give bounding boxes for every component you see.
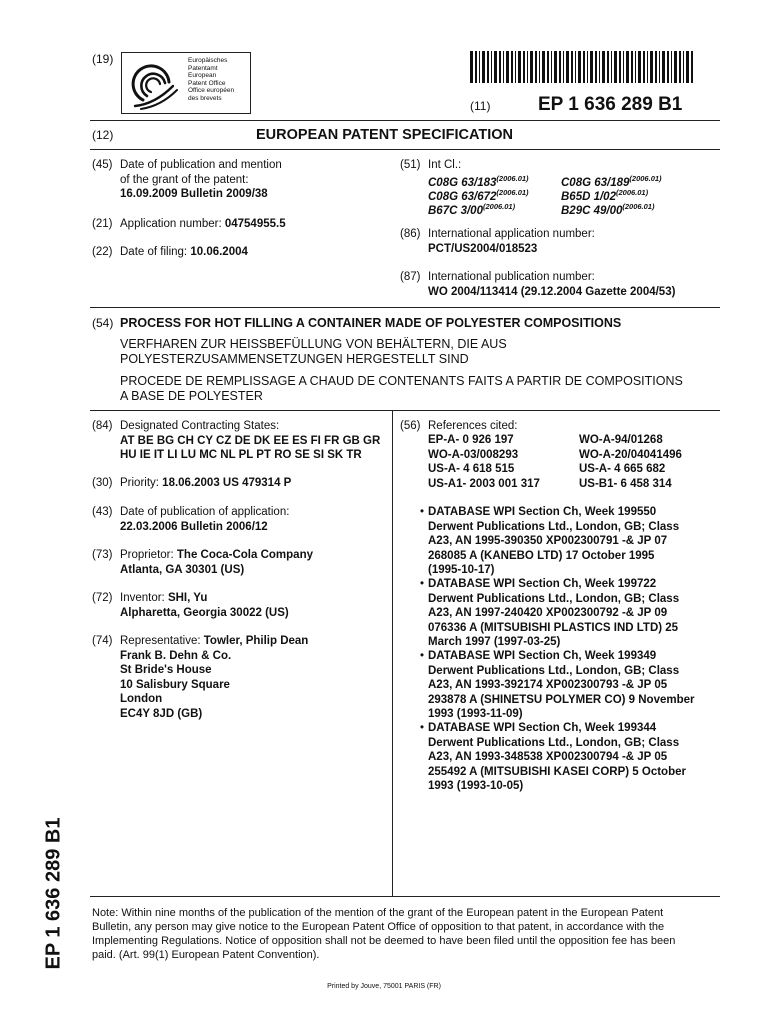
filing-date-row [120, 245, 248, 260]
office-name-en-1: European [188, 72, 217, 80]
barcode-bar [470, 51, 473, 83]
references-right-column [579, 433, 682, 491]
application-publication-block [120, 505, 289, 534]
code-30: (30) [92, 477, 113, 489]
barcode-bar [547, 51, 549, 83]
filing-value: 10.06.2004 [190, 246, 248, 258]
intl-publication-label: International publication number: [428, 271, 595, 283]
office-name-fr-2: des brevets [188, 94, 222, 102]
barcode-bar [686, 51, 689, 83]
office-name-de-2: Patentamt [188, 64, 218, 72]
publication-value: 16.09.2009 Bulletin 2009/38 [120, 188, 268, 200]
barcode-bar [535, 51, 537, 83]
barcode-bar [647, 51, 648, 83]
title-section-divider [90, 410, 720, 411]
epo-logo-icon [125, 56, 183, 110]
epo-logo-box [121, 52, 251, 114]
reference-line: A23, AN 1995-390350 XP002300791 -& JP 07 [428, 535, 668, 547]
barcode-bar [491, 51, 492, 83]
proprietor-block [120, 548, 313, 577]
reference-line: DATABASE WPI Section Ch, Week 199344 [428, 722, 657, 734]
intl-publication-value: WO 2004/113414 (29.12.2004 Gazette 2004/53) [428, 285, 676, 298]
barcode-bar [590, 51, 593, 83]
barcode-bar [503, 51, 504, 83]
representative-line-6: EC4Y 8JD (GB) [120, 707, 203, 720]
code-74: (74) [92, 635, 113, 647]
opposition-note [92, 906, 732, 962]
reference-line: A23, AN 1993-348538 XP002300794 -& JP 05 [428, 751, 668, 763]
ipc-version: (2006.01) [615, 188, 649, 197]
barcode-bar [571, 51, 573, 83]
reference-item: US-B1- 6 458 314 [579, 477, 672, 490]
barcode-bar [611, 51, 612, 83]
ipc-code-text: B67C 3/00 [428, 204, 483, 217]
ipc-code-text: C08G 63/189 [561, 176, 630, 189]
number-19: (19) [92, 52, 114, 66]
ipc-version: (2006.01) [622, 202, 655, 211]
ipc-code-text: C08G 63/672 [428, 190, 497, 203]
ipc-version: (2006.01) [496, 188, 529, 197]
document-title: EUROPEAN PATENT SPECIFICATION [256, 127, 513, 143]
barcode-bar [623, 51, 624, 83]
barcode-bar [643, 51, 645, 83]
bullet: • [419, 506, 425, 518]
application-label: Application number: [120, 218, 225, 230]
barcode-bar [626, 51, 629, 83]
database-reference-3 [428, 649, 718, 722]
representative-line-5: London [120, 693, 163, 705]
application-value: 04754955.5 [224, 218, 286, 230]
representative-label: Representative: [120, 635, 204, 647]
ipc-code-text: B29C 49/00 [561, 204, 623, 217]
office-name-fr-1: Office européen [188, 87, 235, 95]
barcode-bar [566, 51, 569, 83]
database-reference-2 [428, 577, 718, 650]
title-german-2: POLYESTERZUSAMMENSETZUNGEN HERGESTELLT SIND [120, 352, 469, 366]
title-german-1: VERFHAREN ZUR HEISSBEFÜLLUNG VON BEHÄLTERN, DIE AUS [120, 337, 507, 351]
barcode-bar [475, 51, 477, 83]
publication-label-1: Date of publication and mention [120, 159, 282, 171]
note-line-2: Bulletin, any person may give notice to the European Patent Office of opposition to that patent, in accordance with the [92, 921, 665, 933]
priority-row [120, 476, 291, 491]
note-line-3: Implementing Regulations. Notice of opposition shall not be deemed to have been filed until the opposition fee has been [92, 935, 676, 947]
filing-label: Date of filing: [120, 246, 191, 258]
office-name-en-2: Patent Office [188, 79, 226, 87]
int-cl-label: Int Cl.: [428, 159, 462, 171]
inventor-block [120, 591, 289, 620]
barcode-bar [619, 51, 621, 83]
title-french [120, 374, 683, 404]
bullet: • [419, 722, 425, 734]
inventor-name: SHI, Yu [167, 592, 208, 604]
barcode [470, 51, 694, 83]
designated-states-block [120, 419, 380, 463]
barcode-bar [539, 51, 540, 83]
ipc-code-text: B65D 1/02 [561, 190, 616, 203]
note-line-1: Note: Within nine months of the publication of the mention of the grant of the European patent in the European Patent [92, 907, 664, 919]
reference-line: 1993 (1993-10-05) [428, 780, 524, 792]
barcode-bar [479, 51, 480, 83]
barcode-graphic [470, 51, 694, 83]
barcode-bar [587, 51, 588, 83]
barcode-bar [518, 51, 521, 83]
reference-item: WO-A-03/008293 [428, 448, 519, 461]
reference-item: US-A- 4 618 515 [428, 463, 515, 475]
barcode-bar [638, 51, 641, 83]
reference-line: A23, AN 1993-392174 XP002300793 -& JP 05 [428, 679, 668, 691]
barcode-bar [578, 51, 581, 83]
publication-label-2: of the grant of the patent: [120, 173, 249, 186]
barcode-bar [662, 51, 665, 83]
barcode-bar [659, 51, 660, 83]
barcode-bar [607, 51, 609, 83]
references-label: References cited: [428, 420, 518, 432]
reference-line: Derwent Publications Ltd., London, GB; Class [428, 520, 680, 533]
barcode-bar [674, 51, 677, 83]
ipc-version: (2006.01) [482, 202, 516, 211]
ipc-version: (2006.01) [496, 174, 529, 183]
barcode-bar [530, 51, 533, 83]
barcode-bar [487, 51, 489, 83]
column-divider [392, 410, 393, 896]
number-11: (11) [470, 99, 491, 113]
representative-name: Towler, Philip Dean [203, 635, 309, 647]
barcode-bar [583, 51, 585, 83]
reference-line: 268085 A (KANEBO LTD) 17 October 1995 [428, 549, 655, 562]
reference-line: March 1997 (1997-03-25) [428, 636, 561, 648]
code-22: (22) [92, 246, 113, 258]
application-publication-label: Date of publication of application: [120, 506, 290, 518]
bullet: • [419, 650, 425, 662]
proprietor-address: Atlanta, GA 30301 (US) [120, 563, 245, 576]
code-87: (87) [400, 271, 421, 283]
barcode-bar [655, 51, 657, 83]
barcode-bar [683, 51, 684, 83]
reference-item: WO-A-94/01268 [579, 434, 663, 446]
code-73: (73) [92, 549, 113, 561]
barcode-bar [523, 51, 525, 83]
designated-states-1: AT BE BG CH CY CZ DE DK EE ES FI FR GB GR [120, 434, 381, 447]
reference-item: US-A1- 2003 001 317 [428, 477, 540, 490]
reference-line: DATABASE WPI Section Ch, Week 199722 [428, 578, 657, 590]
code-84: (84) [92, 420, 113, 432]
code-43: (43) [92, 506, 113, 518]
code-21: (21) [92, 218, 113, 230]
ipc-version: (2006.01) [629, 174, 662, 183]
representative-line-3: St Bride's House [120, 664, 212, 676]
database-reference-4 [428, 721, 718, 794]
code-72: (72) [92, 592, 113, 604]
intl-publication-block [428, 270, 675, 299]
reference-line: Derwent Publications Ltd., London, GB; Class [428, 664, 680, 677]
title-english: PROCESS FOR HOT FILLING A CONTAINER MADE OF POLYESTER COMPOSITIONS [120, 316, 622, 330]
barcode-bar [511, 51, 513, 83]
intl-application-value: PCT/US2004/018523 [428, 242, 538, 255]
database-reference-1 [428, 505, 718, 578]
designated-states-2: HU IE IT LI LU MC NL PL PT RO SE SI SK TR [120, 449, 362, 461]
application-publication-value: 22.03.2006 Bulletin 2006/12 [120, 520, 268, 533]
code-56: (56) [400, 420, 421, 432]
reference-item: WO-A-20/04041496 [579, 448, 682, 461]
code-54: (54) [92, 316, 114, 330]
priority-label: Priority: [120, 477, 163, 489]
barcode-bar [542, 51, 545, 83]
barcode-bar [554, 51, 557, 83]
code-51: (51) [400, 159, 421, 171]
barcode-bar [559, 51, 561, 83]
title-german [120, 337, 507, 367]
reference-line: A23, AN 1997-240420 XP002300792 -& JP 09 [428, 607, 668, 619]
barcode-bar [679, 51, 681, 83]
barcode-bar [515, 51, 516, 83]
note-divider [90, 896, 720, 897]
barcode-bar [602, 51, 605, 83]
publication-number: EP 1 636 289 B1 [538, 94, 683, 115]
reference-line: Derwent Publications Ltd., London, GB; Class [428, 736, 680, 749]
barcode-bar [499, 51, 501, 83]
note-line-4: paid. (Art. 99(1) European Patent Convention). [92, 949, 320, 961]
publication-date-block [120, 158, 390, 202]
barcode-bar [506, 51, 509, 83]
barcode-bar [667, 51, 669, 83]
barcode-bar [691, 51, 693, 83]
reference-item: US-A- 4 665 682 [579, 463, 666, 475]
representative-block [120, 634, 308, 721]
code-86: (86) [400, 228, 421, 240]
references-left-column [428, 433, 540, 491]
representative-line-4: 10 Salisbury Square [120, 678, 230, 691]
code-45: (45) [92, 159, 113, 171]
ipc-code-5 [428, 200, 515, 218]
bullet: • [419, 578, 425, 590]
reference-line: 293878 A (SHINETSU POLYMER CO) 9 November [428, 693, 695, 706]
barcode-bar [527, 51, 528, 83]
proprietor-label: Proprietor: [120, 549, 177, 561]
intl-application-block [428, 227, 595, 256]
barcode-bar [671, 51, 672, 83]
title-divider [90, 149, 720, 150]
reference-line: 1993 (1993-11-09) [428, 708, 523, 720]
barcode-bar [595, 51, 597, 83]
ipc-code-6 [561, 200, 654, 218]
designated-states-label: Designated Contracting States: [120, 420, 280, 432]
inventor-address: Alpharetta, Georgia 30022 (US) [120, 606, 289, 619]
number-12: (12) [92, 128, 114, 142]
barcode-bar [599, 51, 600, 83]
barcode-bar [563, 51, 564, 83]
barcode-bar [650, 51, 653, 83]
proprietor-name: The Coca-Cola Company [176, 549, 313, 561]
representative-line-2: Frank B. Dehn & Co. [120, 649, 232, 662]
reference-line: 255492 A (MITSUBISHI KASEI CORP) 5 October [428, 765, 686, 778]
barcode-bar [614, 51, 617, 83]
inventor-label: Inventor: [120, 592, 168, 604]
title-french-2: A BASE DE POLYESTER [120, 389, 263, 403]
printer-footer: Printed by Jouve, 75001 PARIS (FR) [327, 983, 441, 990]
ipc-code-text: C08G 63/183 [428, 176, 497, 189]
reference-line: DATABASE WPI Section Ch, Week 199349 [428, 650, 657, 662]
title-french-1: PROCEDE DE REMPLISSAGE A CHAUD DE CONTENANTS FAITS A PARTIR DE COMPOSITIONS [120, 374, 683, 388]
office-name-de-1: Europäisches [188, 57, 228, 64]
reference-line: DATABASE WPI Section Ch, Week 199550 [428, 506, 657, 518]
application-number-row [120, 217, 286, 232]
intl-application-label: International application number: [428, 228, 595, 240]
barcode-bar [482, 51, 485, 83]
bib-divider [90, 307, 720, 308]
reference-line: (1995-10-17) [428, 564, 495, 576]
priority-value: 18.06.2003 US 479314 P [162, 477, 292, 489]
barcode-bar [635, 51, 636, 83]
reference-line: Derwent Publications Ltd., London, GB; Class [428, 592, 680, 605]
barcode-bar [631, 51, 633, 83]
reference-line: 076336 A (MITSUBISHI PLASTICS IND LTD) 25 [428, 621, 679, 634]
side-publication-number: EP 1 636 289 B1 [42, 817, 65, 970]
barcode-bar [551, 51, 552, 83]
barcode-bar [494, 51, 497, 83]
header-divider [90, 120, 720, 121]
reference-item: EP-A- 0 926 197 [428, 434, 514, 446]
barcode-bar [575, 51, 576, 83]
